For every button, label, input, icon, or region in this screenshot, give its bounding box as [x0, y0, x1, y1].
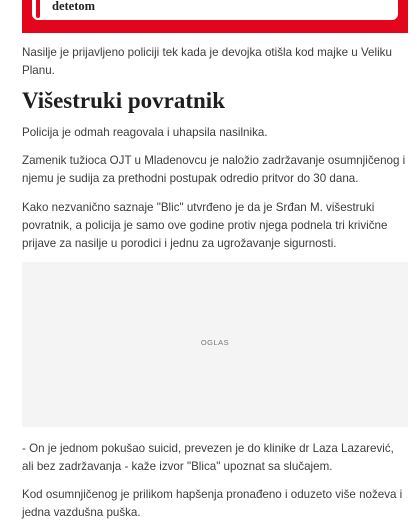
paragraph-weapons: Kod osumnjičenog je prilikom hapšenja pronađeno i oduzeto više noževa i jedna vazdušna puška.	[22, 488, 403, 519]
section-heading: Višestruki povratnik	[22, 88, 225, 113]
ad-label: OGLAS	[200, 338, 230, 347]
related-article-title[interactable]: detetom	[52, 0, 96, 13]
paragraph-report: Nasilje je prijavljeno policiji tek kada je devojka otišla kod majke u Veliku Planu.	[22, 46, 392, 77]
paragraph-arrest: Policija je odmah reagovala i uhapsila nasilnika.	[22, 126, 268, 139]
related-article-card[interactable]	[32, 0, 398, 20]
card-accent-bar	[36, 0, 40, 18]
advertisement-box[interactable]	[22, 262, 408, 427]
paragraph-detention: Zamenik tužioca OJT u Mladenovcu je naložio zadržavanje osumnjičenog i njemu je sudija za prethodni postupak odredio pritvor do 30 dana.	[22, 154, 406, 185]
paragraph-suicide: - On je jednom pokušao suicid, prevezen je do klinike dr Laza Lazarević, ali bez zadržavanja - kaže izvor "Blica" upoznat sa slučajem.	[22, 442, 394, 473]
paragraph-repeat-offender: Kako nezvanično saznaje "Blic" utvrđeno je da je Srđan M. višestruki povratnik, a policija je samo ove godine protiv njega podnela tri krivične prijave za nasilje u porodici i jednu za ugrožavanje sigurnosti.	[22, 201, 388, 250]
